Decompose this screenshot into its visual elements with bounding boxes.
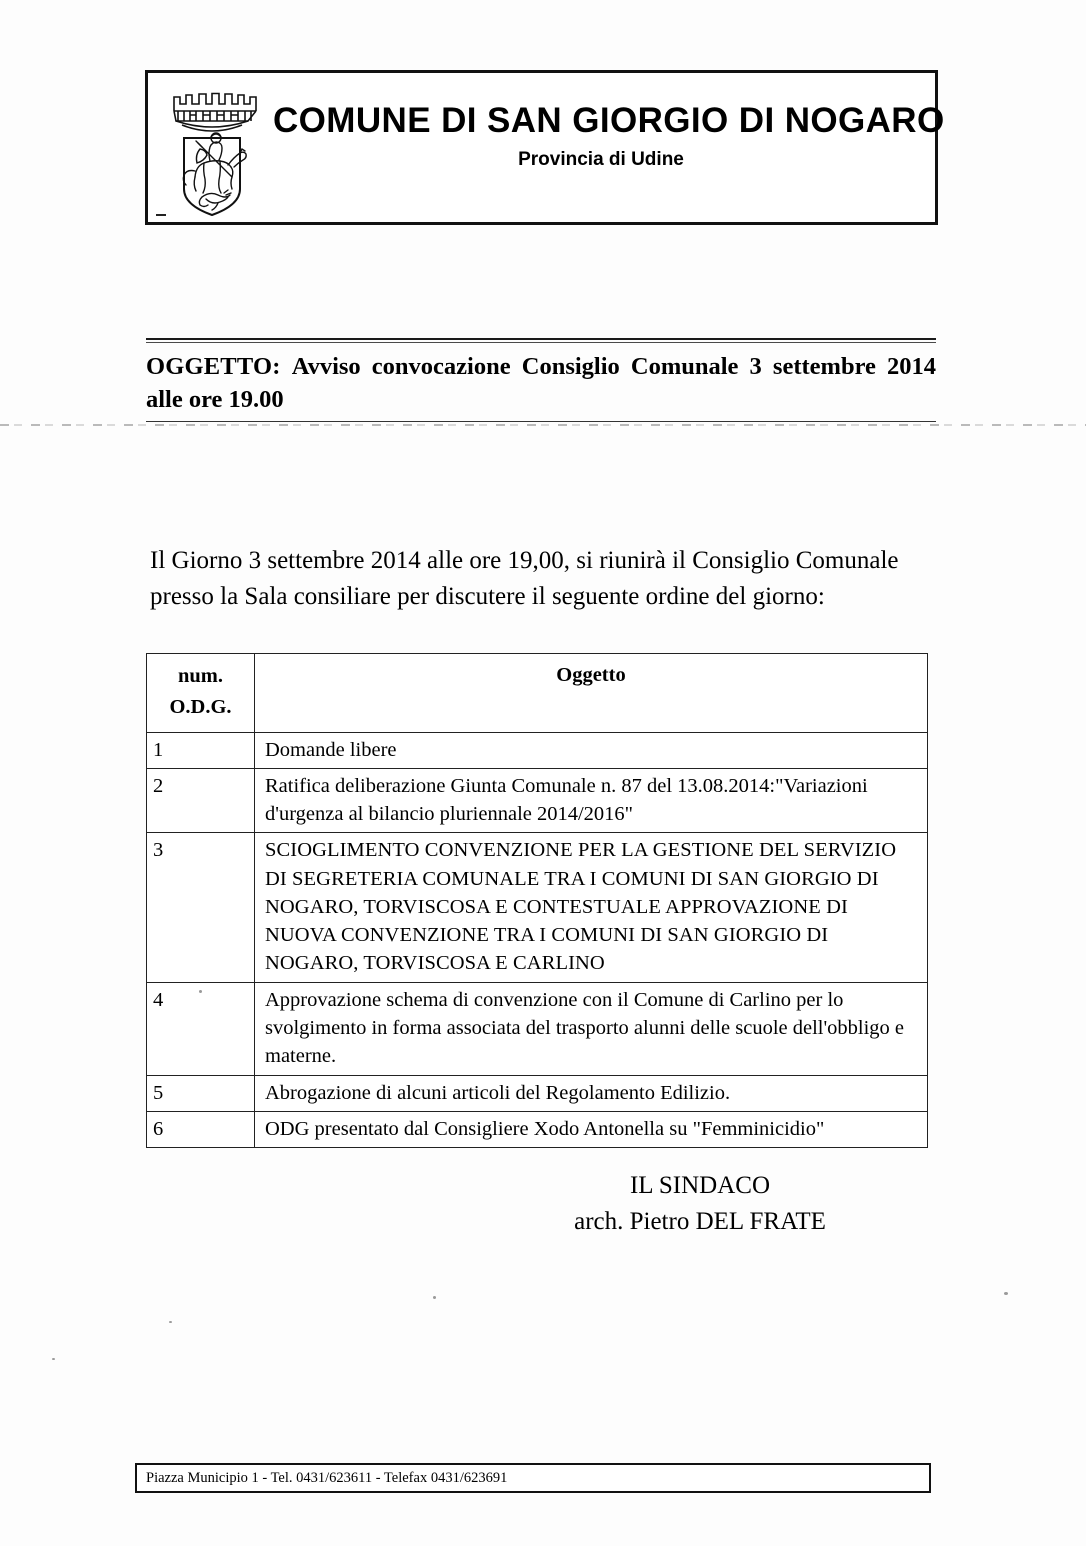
table-row (147, 768, 928, 833)
agenda-row-subject: Ratifica deliberazione Giunta Comunale n. 87 del 13.08.2014:"Variazioni d'urgenza al bilancio pluriennale 2014/2016" (255, 768, 928, 833)
agenda-header-row (147, 654, 928, 733)
scan-blemish (156, 214, 166, 216)
intro-paragraph: Il Giorno 3 settembre 2014 alle ore 19,00, si riunirà il Consiglio Comunale presso la Sala consiliare per discutere il seguente ordine del giorno: (150, 547, 899, 610)
table-row (147, 982, 928, 1075)
municipality-name: COMUNE DI SAN GIORGIO DI NOGARO (273, 101, 945, 140)
agenda-table-head (147, 654, 928, 733)
signature-block (470, 1168, 930, 1241)
agenda-row-num: 5 (147, 1075, 255, 1111)
signature-name: arch. Pietro DEL FRATE (574, 1208, 826, 1236)
agenda-row-num: 2 (147, 768, 255, 833)
footer-contact-text: Piazza Municipio 1 - Tel. 0431/623611 - Telefax 0431/623691 (146, 1470, 508, 1486)
agenda-header-num-line1: num. (177, 665, 223, 687)
agenda-row-num: 3 (147, 833, 255, 982)
table-row (147, 1111, 928, 1147)
agenda-row-subject: ODG presentato dal Consigliere Xodo Antonella su "Femminicidio" (255, 1111, 928, 1147)
footer-box (135, 1463, 931, 1493)
agenda-row-subject: Abrogazione di alcuni articoli del Regolamento Edilizio. (255, 1075, 928, 1111)
table-row (147, 732, 928, 768)
subject-value: Avviso convocazione Consiglio Comunale 3 settembre 2014 alle ore 19.00 (146, 353, 937, 413)
agenda-row-subject: Approvazione schema di convenzione con il Comune di Carlino per lo svolgimento in forma associata del trasporto alunni delle scuole dell'obbligo e materne. (255, 982, 928, 1075)
subject-block (146, 338, 936, 422)
scan-speck (52, 1358, 55, 1360)
agenda-table (146, 653, 928, 1148)
agenda-row-num: 4 (147, 982, 255, 1075)
coat-of-arms-icon (162, 81, 262, 219)
subject-bottom-rule (146, 421, 936, 422)
letterhead-header (145, 70, 945, 225)
agenda-row-subject: SCIOGLIMENTO CONVENZIONE PER LA GESTIONE DEL SERVIZIO DI SEGRETERIA COMUNALE TRA I COMUNI DI SAN GIORGIO DI NOGARO, TORVISCOSA E CONTESTUALE APPROVAZIONE DI NUOVA CONVENZIONE TRA I COMUNI DI SAN GIORGIO DI NOGARO, TORVISCOSA E CARLINO (255, 833, 928, 982)
agenda-header-num-line2: O.D.G. (169, 695, 232, 718)
agenda-row-num: 6 (147, 1111, 255, 1147)
scan-speck (169, 1321, 172, 1323)
subject-text (146, 351, 936, 416)
table-row (147, 833, 928, 982)
scan-speck (1004, 1292, 1008, 1295)
agenda-row-num: 1 (147, 732, 255, 768)
agenda-header-num (147, 654, 255, 733)
scan-streak-artifact (0, 424, 1086, 426)
table-row (147, 1075, 928, 1111)
subject-top-rule (146, 338, 936, 343)
province-name: Provincia di Udine (518, 148, 684, 170)
signature-role: IL SINDACO (629, 1172, 771, 1199)
agenda-row-subject: Domande libere (255, 732, 928, 768)
scan-speck (199, 990, 202, 993)
letterhead-titles (273, 101, 945, 171)
subject-label: OGGETTO: (146, 353, 281, 380)
scan-speck (433, 1296, 436, 1299)
agenda-table-body (147, 732, 928, 1148)
agenda-header-subject: Oggetto (255, 654, 928, 733)
